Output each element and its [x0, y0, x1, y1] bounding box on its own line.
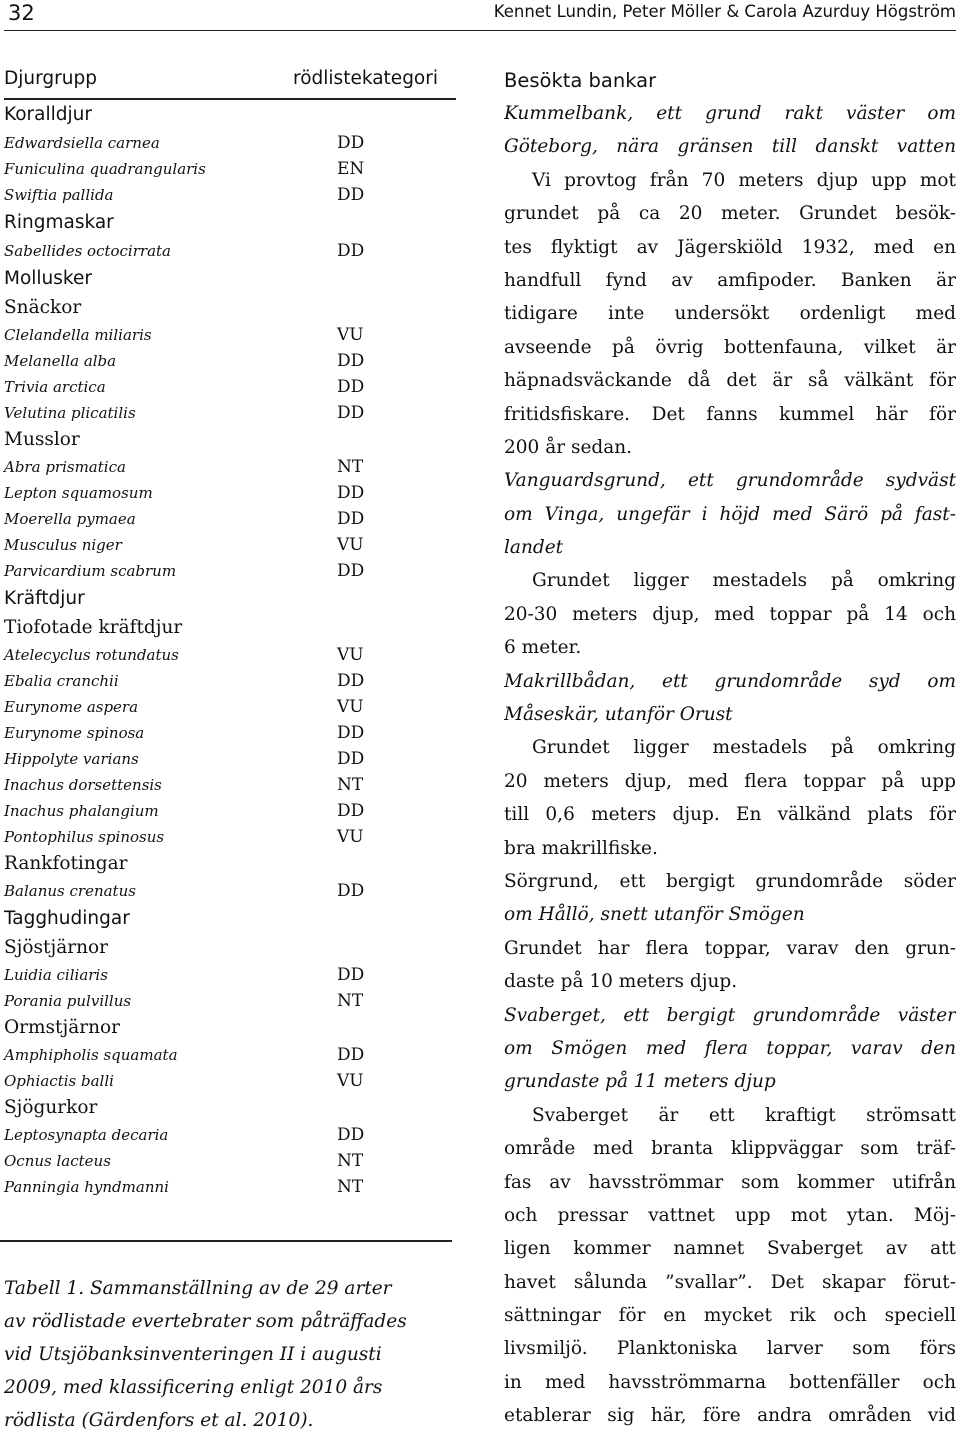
text-line: Kummelbank, ett grund rakt väster om	[504, 103, 956, 124]
table-row	[4, 454, 456, 480]
table-row	[4, 532, 456, 558]
species-name: Moerella pymaea	[4, 510, 136, 528]
table-row	[4, 1174, 456, 1200]
redlist-category: DD	[337, 185, 365, 205]
redlist-category: NT	[337, 775, 364, 795]
redlist-category: VU	[337, 827, 364, 847]
table-subgroup-heading	[4, 1094, 456, 1122]
table-group-heading	[4, 584, 456, 614]
species-name: Funiculina quadrangularis	[4, 160, 206, 178]
table-row	[4, 1148, 456, 1174]
redlist-category: DD	[337, 965, 365, 985]
table-subgroup-heading	[4, 934, 456, 962]
table-group-heading	[4, 100, 456, 130]
table-row	[4, 156, 456, 182]
text-line: in med havsströmmarna bottenfäller och	[504, 1371, 956, 1393]
table-row	[4, 400, 456, 426]
column-header-category: rödlistekategori	[293, 68, 438, 89]
redlist-category: NT	[337, 457, 364, 477]
group-name: Tiofotade kräftdjur	[4, 617, 183, 638]
species-name: Ocnus lacteus	[4, 1152, 111, 1170]
text-line: tidigare inte undersökt ordenligt med	[504, 303, 956, 325]
species-name: Edwardsiella carnea	[4, 134, 160, 152]
redlist-category: DD	[337, 351, 365, 371]
redlist-category: EN	[337, 159, 365, 179]
group-name: Ormstjärnor	[4, 1017, 120, 1038]
redlist-category: DD	[337, 133, 365, 153]
species-name: Luidia ciliaris	[4, 966, 108, 984]
redlist-category: DD	[337, 749, 365, 769]
text-line: grundaste på 11 meters djup	[504, 1071, 776, 1093]
table-subgroup-heading	[4, 294, 456, 322]
table-caption	[4, 1272, 456, 1437]
redlist-category: DD	[337, 671, 365, 691]
running-head-authors: Kennet Lundin, Peter Möller & Carola Azurduy Högström	[493, 2, 956, 21]
table-subgroup-heading	[4, 614, 456, 642]
table-row	[4, 668, 456, 694]
caption-line: vid Utsjöbanksinventeringen II i augusti	[4, 1344, 382, 1365]
text-line: bra makrillfiske.	[504, 837, 658, 859]
table-row	[4, 182, 456, 208]
group-name: Sjögurkor	[4, 1097, 98, 1118]
table-row	[4, 720, 456, 746]
redlist-category: DD	[337, 801, 365, 821]
text-line: daste på 10 meters djup.	[504, 971, 738, 993]
redlist-category: NT	[337, 1177, 364, 1197]
table-row	[4, 130, 456, 156]
group-name: Koralldjur	[4, 104, 92, 125]
section-heading: Besökta bankar	[504, 69, 657, 92]
group-name: Musslor	[4, 429, 80, 450]
table-row	[4, 506, 456, 532]
redlist-category: VU	[337, 325, 364, 345]
text-line: havet sålunda ”svallar”. Det skapar förut-	[504, 1271, 956, 1293]
text-line: 20-30 meters djup, med toppar på 14 och	[504, 603, 956, 625]
species-name: Ebalia cranchii	[4, 672, 119, 690]
text-line: om Hållö, snett utanför Smögen	[504, 904, 805, 926]
table-row	[4, 322, 456, 348]
species-name: Amphipholis squamata	[4, 1046, 178, 1064]
redlist-category: NT	[337, 991, 364, 1011]
text-line: landet	[504, 537, 564, 559]
table-row	[4, 374, 456, 400]
text-line: sättningar för en mycket rik och speciell	[504, 1305, 956, 1327]
table-body	[4, 100, 456, 1200]
species-name: Musculus niger	[4, 536, 122, 554]
group-name: Sjöstjärnor	[4, 937, 108, 958]
table-row	[4, 558, 456, 584]
species-name: Eurynome aspera	[4, 698, 139, 716]
species-name: Inachus phalangium	[4, 802, 159, 820]
table-row	[4, 1122, 456, 1148]
redlist-category: DD	[337, 561, 365, 581]
table-row	[4, 798, 456, 824]
species-name: Pontophilus spinosus	[4, 828, 165, 846]
text-line: Göteborg, nära gränsen till danskt vatten	[504, 136, 956, 158]
redlist-category: DD	[337, 241, 365, 261]
text-line: Måseskär, utanför Orust	[504, 704, 733, 726]
species-name: Eurynome spinosa	[4, 724, 145, 742]
group-name: Snäckor	[4, 297, 82, 318]
text-line: område med branta klippväggar som träf-	[504, 1138, 956, 1160]
caption-line: av rödlistade evertebrater som påträffades	[4, 1311, 407, 1332]
redlist-category: NT	[337, 1151, 364, 1171]
species-name: Swiftia pallida	[4, 186, 114, 204]
redlist-category: DD	[337, 723, 365, 743]
text-line: Makrillbådan, ett grundområde syd om	[504, 670, 956, 692]
table-header	[4, 64, 456, 100]
text-line: Grundet har flera toppar, varav den grun-	[504, 937, 956, 959]
species-name: Parvicardium scabrum	[4, 562, 177, 580]
text-line: Vanguardsgrund, ett grundområde sydväst	[504, 470, 956, 492]
table-row	[4, 988, 456, 1014]
text-line: fritidsfiskare. Det fanns kummel här för	[504, 403, 956, 425]
redlist-category: DD	[337, 881, 365, 901]
column-header-group: Djurgrupp	[4, 68, 97, 89]
text-line: ligen kommer namnet Svaberget av att	[504, 1238, 956, 1260]
species-name: Inachus dorsettensis	[4, 776, 162, 794]
page-header	[4, 0, 956, 31]
species-name: Abra prismatica	[4, 458, 126, 476]
text-line: Grundet ligger mestadels på omkring	[532, 570, 956, 592]
table-row	[4, 1042, 456, 1068]
species-name: Lepton squamosum	[4, 484, 153, 502]
text-line: handfull fynd av amfipoder. Banken är	[504, 269, 956, 291]
redlist-table	[4, 64, 456, 1200]
text-line: fas av havsströmmar som kommer utifrån	[504, 1171, 956, 1193]
group-name: Ringmaskar	[4, 212, 114, 233]
group-name: Tagghudingar	[4, 908, 130, 929]
caption-line: rödlista (Gärdenfors et al. 2010).	[4, 1410, 314, 1431]
species-name: Clelandella miliaris	[4, 326, 152, 344]
table-row	[4, 480, 456, 506]
page-number: 32	[8, 1, 35, 25]
redlist-category: VU	[337, 535, 364, 555]
text-line: avseende på övrig bottenfauna, vilket är	[504, 336, 956, 358]
redlist-category: DD	[337, 483, 365, 503]
text-line: Sörgrund, ett bergigt grundområde söder	[504, 870, 956, 892]
table-subgroup-heading	[4, 426, 456, 454]
redlist-category: DD	[337, 403, 365, 423]
text-line: etablerar sig här, före andra områden vid	[504, 1405, 956, 1427]
text-line: om Smögen med flera toppar, varav den	[504, 1037, 956, 1059]
species-name: Atelecyclus rotundatus	[4, 646, 179, 664]
table-group-heading	[4, 904, 456, 934]
table-row	[4, 694, 456, 720]
text-line: Svaberget, ett bergigt grundområde väster	[504, 1004, 956, 1026]
redlist-category: VU	[337, 645, 364, 665]
table-subgroup-heading	[4, 850, 456, 878]
table-row	[4, 772, 456, 798]
species-name: Porania pulvillus	[4, 992, 132, 1010]
species-name: Velutina plicatilis	[4, 404, 136, 422]
redlist-category: VU	[337, 697, 364, 717]
text-line: tes flyktigt av Jägerskiöld 1932, med en	[504, 236, 956, 258]
text-line: grundet på ca 20 meter. Grundet besök-	[504, 203, 956, 225]
species-name: Panningia hyndmanni	[4, 1178, 169, 1196]
redlist-category: DD	[337, 377, 365, 397]
text-line: livsmiljö. Planktoniska larver som förs	[504, 1338, 956, 1360]
body-text	[504, 97, 956, 1433]
text-line: Svaberget är ett kraftigt strömsatt	[532, 1104, 956, 1126]
group-name: Kräftdjur	[4, 588, 85, 609]
text-line: 20 meters djup, med flera toppar på upp	[504, 770, 956, 792]
species-name: Ophiactis balli	[4, 1072, 114, 1090]
redlist-category: DD	[337, 509, 365, 529]
group-name: Mollusker	[4, 268, 92, 289]
redlist-category: VU	[337, 1071, 364, 1091]
text-line: 6 meter.	[504, 637, 582, 659]
table-bottom-rule	[0, 1240, 452, 1242]
text-line: häpnadsväckande då det är så välkänt för	[504, 370, 956, 392]
species-name: Trivia arctica	[4, 378, 106, 396]
species-name: Balanus crenatus	[4, 882, 136, 900]
body-text-column	[504, 64, 956, 1433]
text-line: Grundet ligger mestadels på omkring	[532, 737, 956, 759]
species-name: Sabellides octocirrata	[4, 242, 171, 260]
table-row	[4, 962, 456, 988]
species-name: Leptosynapta decaria	[4, 1126, 169, 1144]
table-row	[4, 878, 456, 904]
redlist-category: DD	[337, 1125, 365, 1145]
text-line: till 0,6 meters djup. En välkänd plats för	[504, 804, 956, 826]
table-group-heading	[4, 264, 456, 294]
caption-line: 2009, med klassificering enligt 2010 års	[4, 1377, 383, 1398]
table-row	[4, 1068, 456, 1094]
text-line: 200 år sedan.	[504, 436, 633, 458]
table-subgroup-heading	[4, 1014, 456, 1042]
table-group-heading	[4, 208, 456, 238]
table-row	[4, 238, 456, 264]
text-line: om Vinga, ungefär i höjd med Särö på fast-	[504, 503, 956, 525]
table-row	[4, 824, 456, 850]
table-row	[4, 746, 456, 772]
species-name: Melanella alba	[4, 352, 117, 370]
table-row	[4, 348, 456, 374]
caption-line: Tabell 1. Sammanställning av de 29 arter	[4, 1278, 392, 1299]
text-line: och pressar vattnet upp mot ytan. Möj-	[504, 1204, 956, 1226]
redlist-category: DD	[337, 1045, 365, 1065]
group-name: Rankfotingar	[4, 853, 128, 874]
species-name: Hippolyte varians	[4, 750, 139, 768]
text-line: Vi provtog från 70 meters djup upp mot	[532, 169, 956, 191]
table-row	[4, 642, 456, 668]
